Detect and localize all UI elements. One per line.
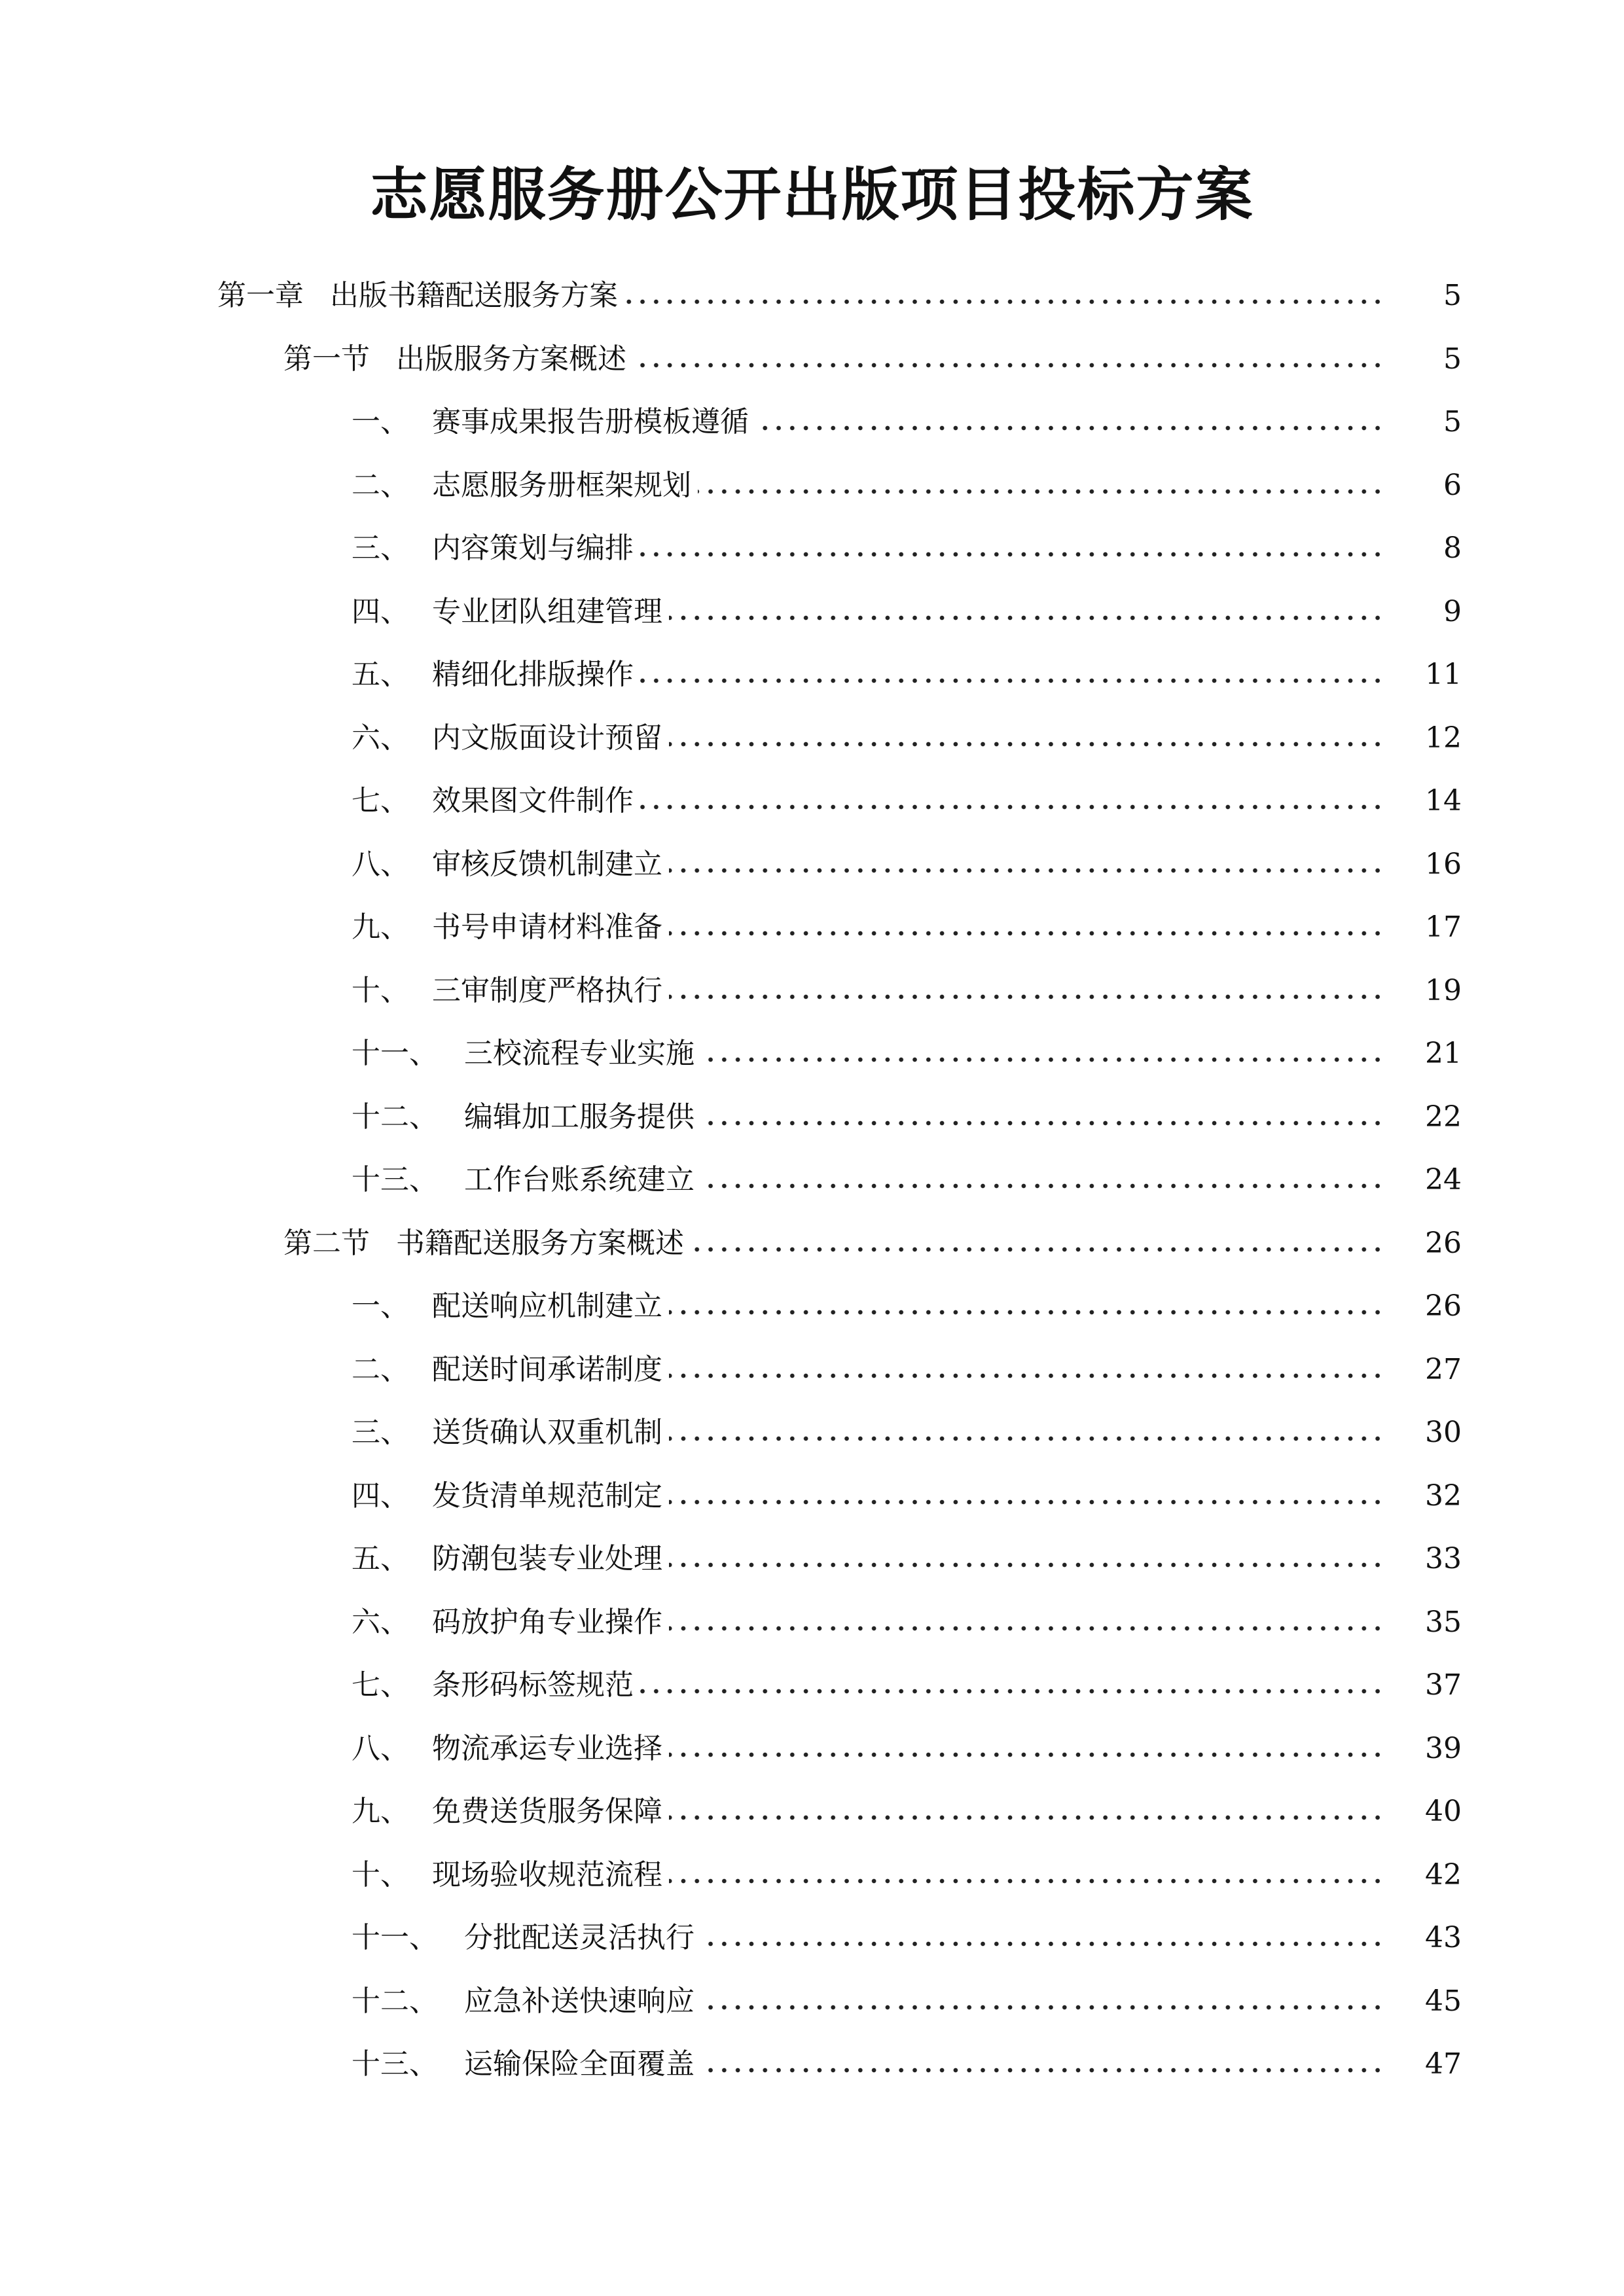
toc-dot-leader [669,924,1384,943]
toc-dot-leader [669,1429,1384,1448]
toc-page-number: 26 [1425,1226,1462,1260]
toc-entry-heading [352,908,669,947]
toc-page-number: 47 [1425,2047,1462,2081]
toc-entry-title: 效果图文件制作 [432,784,634,818]
toc-entry-title: 现场验收规范流程 [432,1857,662,1892]
toc-entry-number: 第一章 [217,279,304,313]
toc-entry[interactable] [0,1275,1624,1338]
toc-entry-number: 一、 [352,1289,409,1323]
toc-entry-title: 书号申请材料准备 [432,910,662,944]
toc-entry-number: 二、 [352,1352,409,1386]
toc-entry-number: 六、 [352,1605,409,1639]
toc-page-number: 42 [1425,1857,1462,1892]
toc-entry-heading [352,655,640,694]
toc-entry-heading [283,1224,691,1263]
toc-dot-leader [669,734,1384,754]
toc-page-number: 11 [1425,658,1462,692]
toc-entry[interactable] [0,1338,1624,1402]
toc-dot-leader [698,482,1384,501]
toc-entry[interactable] [0,1654,1624,1717]
toc-entry-number: 十一、 [352,1037,438,1071]
toc-entry-title: 分批配送灵活执行 [464,1921,695,1955]
toc-entry-heading [283,340,633,379]
toc-page-number: 22 [1425,1100,1462,1134]
toc-dot-leader [640,671,1384,691]
toc-dot-leader [640,797,1384,817]
toc-entry[interactable] [0,1528,1624,1591]
toc-entry[interactable] [0,896,1624,960]
toc-page-number: 19 [1425,973,1462,1007]
toc-entry-title: 出版书籍配送服务方案 [330,279,618,313]
toc-entry-heading [352,1792,669,1831]
toc-entry[interactable] [0,1591,1624,1655]
toc-entry-heading [352,529,640,568]
toc-dot-leader [701,1050,1384,1069]
toc-entry-heading [352,1287,669,1326]
toc-entry[interactable] [0,643,1624,707]
toc-dot-leader [691,1240,1384,1259]
toc-entry[interactable] [0,264,1624,328]
toc-entry-title: 工作台账系统建立 [464,1163,695,1197]
toc-page-number: 24 [1425,1163,1462,1197]
toc-entry-number: 三、 [352,531,409,565]
toc-entry[interactable] [0,328,1624,391]
toc-entry[interactable] [0,454,1624,518]
toc-entry[interactable] [0,2033,1624,2096]
toc-entry-number: 十三、 [352,1163,438,1197]
toc-entry-heading [352,1350,669,1390]
toc-dot-leader [669,1302,1384,1322]
toc-entry-heading [352,1098,701,1137]
toc-entry-heading [352,403,755,442]
toc-entry-number: 四、 [352,1479,409,1513]
toc-page-number: 5 [1443,405,1462,439]
toc-entry-title: 专业团队组建管理 [432,594,662,628]
toc-entry-heading [352,466,698,505]
toc-entry[interactable] [0,770,1624,833]
toc-entry-heading [352,592,669,632]
toc-entry[interactable] [0,1465,1624,1528]
toc-entry-heading [352,2045,701,2084]
toc-entry-title: 应急补送快速响应 [464,1984,695,2018]
toc-entry-title: 审核反馈机制建立 [432,847,662,881]
toc-entry-heading [352,1603,669,1642]
toc-page-number: 21 [1425,1037,1462,1071]
toc-entry[interactable] [0,581,1624,644]
toc-dot-leader [669,1745,1384,1765]
toc-page-number: 45 [1425,1984,1462,2018]
toc-dot-leader [669,1366,1384,1386]
toc-entry-title: 条形码标签规范 [432,1668,634,1702]
toc-entry-title: 运输保险全面覆盖 [464,2047,695,2081]
toc-entry-number: 十一、 [352,1921,438,1955]
toc-dot-leader [669,861,1384,880]
toc-page-number: 5 [1443,342,1462,376]
toc-dot-leader [701,1113,1384,1133]
toc-dot-leader [669,1555,1384,1575]
toc-page-number: 5 [1443,279,1462,313]
toc-entry-title: 送货确认双重机制 [432,1416,662,1450]
toc-dot-leader [701,2060,1384,2080]
toc-entry[interactable] [0,1717,1624,1781]
toc-entry[interactable] [0,517,1624,581]
toc-entry[interactable] [0,1086,1624,1149]
toc-dot-leader [701,1998,1384,2017]
toc-entry[interactable] [0,1022,1624,1086]
toc-entry[interactable] [0,960,1624,1023]
toc-entry-title: 防潮包装专业处理 [432,1542,662,1576]
toc-dot-leader [701,1934,1384,1954]
toc-entry-heading [352,781,640,821]
toc-entry[interactable] [0,1212,1624,1276]
toc-entry-title: 发货清单规范制定 [432,1479,662,1513]
toc-entry-heading [352,1982,701,2021]
toc-page-number: 16 [1425,847,1462,881]
toc-entry[interactable] [0,391,1624,454]
toc-entry-heading [352,1856,669,1895]
toc-dot-leader [669,1808,1384,1827]
toc-entry-title: 物流承运专业选择 [432,1731,662,1765]
toc-dot-leader [669,608,1384,628]
toc-entry-number: 十二、 [352,1100,438,1134]
toc-entry-number: 十、 [352,973,409,1007]
toc-page-number: 26 [1425,1289,1462,1323]
toc-entry-number: 九、 [352,910,409,944]
toc-entry-title: 内容策划与编排 [432,531,634,565]
toc-entry-title: 书籍配送服务方案概述 [396,1226,684,1260]
toc-page-number: 39 [1425,1731,1462,1765]
toc-entry-heading [352,971,669,1011]
toc-dot-leader [624,292,1384,312]
toc-entry-number: 五、 [352,658,409,692]
toc-entry-number: 一、 [352,405,409,439]
document-title: 志愿服务册公开出版项目投标方案 [370,160,1254,228]
toc-entry-heading [352,1413,669,1452]
toc-entry-title: 志愿服务册框架规划 [432,468,691,502]
toc-page-number: 30 [1425,1416,1462,1450]
table-of-contents [0,264,1624,2096]
toc-entry-number: 十三、 [352,2047,438,2081]
toc-entry[interactable] [0,833,1624,897]
toc-page-number: 27 [1425,1352,1462,1386]
toc-page-number: 43 [1425,1921,1462,1955]
toc-dot-leader [640,545,1384,564]
toc-entry-title: 出版服务方案概述 [396,342,626,376]
toc-entry[interactable] [0,1780,1624,1844]
toc-dot-leader [633,355,1384,375]
toc-entry-title: 三审制度严格执行 [432,973,662,1007]
toc-entry-heading [352,719,669,758]
toc-entry-number: 四、 [352,594,409,628]
toc-entry-heading [352,1918,701,1958]
toc-dot-leader [669,1619,1384,1638]
toc-entry-title: 编辑加工服务提供 [464,1100,695,1134]
toc-entry-title: 配送时间承诺制度 [432,1352,662,1386]
toc-entry-number: 八、 [352,1731,409,1765]
toc-entry-heading [352,1034,701,1073]
toc-page-number: 33 [1425,1542,1462,1576]
toc-page-number: 9 [1443,594,1462,628]
toc-page-number: 37 [1425,1668,1462,1702]
toc-page-number: 40 [1425,1795,1462,1829]
toc-entry[interactable] [0,1970,1624,2034]
toc-page-number: 32 [1425,1479,1462,1513]
toc-entry-title: 精细化排版操作 [432,658,634,692]
toc-dot-leader [701,1176,1384,1196]
toc-page-number: 12 [1425,721,1462,755]
toc-entry-number: 七、 [352,1668,409,1702]
toc-page-number: 8 [1443,531,1462,565]
toc-entry-title: 三校流程专业实施 [464,1037,695,1071]
toc-entry-heading [352,1729,669,1768]
toc-entry-heading [352,1539,669,1579]
toc-entry[interactable] [0,1907,1624,1970]
toc-page-number: 14 [1425,784,1462,818]
toc-dot-leader [669,987,1384,1007]
toc-entry-heading [352,1666,640,1705]
toc-entry-title: 内文版面设计预留 [432,721,662,755]
toc-dot-leader [755,418,1384,438]
toc-page-number: 35 [1425,1605,1462,1639]
toc-page-number: 6 [1443,468,1462,502]
toc-dot-leader [640,1681,1384,1701]
toc-entry-heading [352,1477,669,1516]
toc-entry-title: 赛事成果报告册模板遵循 [432,405,749,439]
toc-entry[interactable] [0,1149,1624,1212]
toc-entry-number: 十、 [352,1857,409,1892]
toc-entry-title: 免费送货服务保障 [432,1795,662,1829]
toc-page-number: 17 [1425,910,1462,944]
toc-entry-number: 三、 [352,1416,409,1450]
toc-entry[interactable] [0,707,1624,770]
toc-entry-heading [217,276,624,315]
toc-dot-leader [669,1871,1384,1891]
toc-entry[interactable] [0,1401,1624,1465]
toc-entry-title: 配送响应机制建立 [432,1289,662,1323]
toc-entry-number: 五、 [352,1542,409,1576]
toc-entry-number: 八、 [352,847,409,881]
toc-entry-number: 二、 [352,468,409,502]
toc-entry-heading [352,1160,701,1200]
toc-dot-leader [669,1492,1384,1512]
toc-entry-number: 九、 [352,1795,409,1829]
toc-entry[interactable] [0,1844,1624,1907]
toc-entry-number: 六、 [352,721,409,755]
toc-entry-title: 码放护角专业操作 [432,1605,662,1639]
toc-entry-number: 十二、 [352,1984,438,2018]
toc-entry-number: 七、 [352,784,409,818]
toc-entry-number: 第二节 [283,1226,370,1260]
toc-entry-heading [352,845,669,884]
toc-entry-number: 第一节 [283,342,370,376]
